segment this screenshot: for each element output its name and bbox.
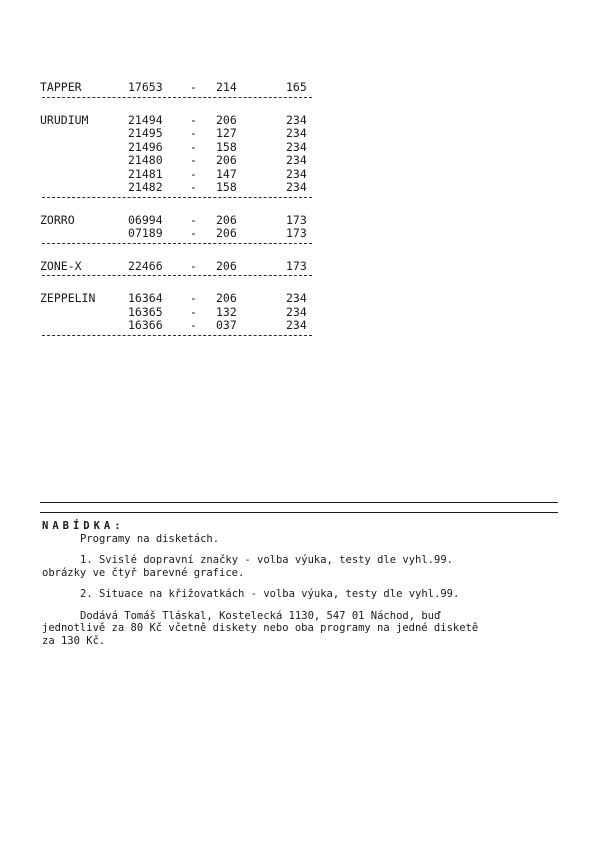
program-number: 21496 [128, 139, 163, 154]
program-number: 21481 [128, 166, 163, 181]
program-number: 07189 [128, 226, 163, 240]
separator-rule-bottom [40, 512, 558, 513]
separator-dash: - [190, 212, 197, 227]
program-length: 234 [286, 166, 307, 181]
offer-contact: Dodává Tomáš Tláskal, Kostelecká 1130, 547 01 Náchod, buď [80, 609, 441, 622]
offer-item-1-continued: obrázky ve čtyř barevné grafice. [42, 566, 245, 579]
offer-item-2: 2. Situace na křižovatkách - volba výuka, testy dle vyhl.99. [80, 588, 460, 600]
program-number: 21480 [128, 153, 163, 167]
program-number: 21495 [128, 126, 163, 140]
offer-contact-continued: jednotlivě za 80 Kč včetně diskety nebo oba programy na jedné disketě [42, 622, 479, 634]
listing-row [40, 226, 340, 240]
group-gap [40, 249, 340, 259]
program-name: ZONE-X [40, 258, 82, 273]
separator-dash: - [190, 226, 197, 240]
dashed-separator [40, 194, 340, 203]
program-address: 037 [216, 318, 237, 332]
program-address: 214 [216, 80, 237, 94]
program-name: ZORRO [40, 212, 75, 227]
program-length: 234 [286, 126, 307, 140]
listing-row [40, 153, 340, 167]
separator-dash: - [190, 291, 197, 305]
separator-dash: - [190, 126, 197, 140]
program-address: 206 [216, 291, 237, 305]
program-address: 147 [216, 166, 237, 181]
listing-row [40, 305, 340, 319]
program-name: TAPPER [40, 80, 82, 94]
program-listing [40, 80, 340, 341]
program-number: 21494 [128, 112, 163, 127]
separator-rule-top [40, 502, 558, 503]
program-number: 21482 [128, 180, 163, 194]
separator-dash: - [190, 112, 197, 127]
offer-item-1: 1. Svislé dopravní značky - volba výuka, testy dle vyhl.99. [80, 554, 453, 566]
dashed-separator [40, 272, 340, 281]
program-address: 206 [216, 153, 237, 167]
group-gap [40, 203, 340, 213]
program-address: 206 [216, 226, 237, 240]
separator-dash: - [190, 139, 197, 154]
listing-row [40, 140, 340, 154]
program-length: 234 [286, 318, 307, 332]
program-number: 17653 [128, 80, 163, 94]
program-number: 16364 [128, 291, 163, 305]
program-length: 234 [286, 139, 307, 154]
program-address: 132 [216, 304, 237, 319]
group-gap [40, 103, 340, 113]
program-number: 22466 [128, 258, 163, 273]
dashed-separator [40, 240, 340, 249]
separator-dash: - [190, 153, 197, 167]
listing-row [40, 213, 340, 227]
program-address: 206 [216, 258, 237, 273]
program-length: 234 [286, 153, 307, 167]
program-address: 127 [216, 126, 237, 140]
program-length: 234 [286, 304, 307, 319]
program-address: 158 [216, 139, 237, 154]
program-name: ZEPPELIN [40, 291, 96, 305]
separator-dash: - [190, 258, 197, 273]
program-length: 173 [286, 258, 307, 273]
listing-row [40, 180, 340, 194]
program-number: 16366 [128, 318, 163, 332]
dashed-separator [40, 332, 340, 341]
listing-row [40, 291, 340, 305]
listing-row [40, 113, 340, 127]
offer-section [42, 520, 562, 647]
program-length: 234 [286, 180, 307, 194]
listing-row [40, 80, 340, 94]
listing-row [40, 318, 340, 332]
separator-dash: - [190, 180, 197, 194]
dashed-separator [40, 94, 340, 103]
separator-dash: - [190, 166, 197, 181]
offer-title: NABÍDKA: [42, 520, 125, 532]
program-name: URUDIUM [40, 112, 89, 127]
program-length: 234 [286, 112, 307, 127]
listing-row [40, 259, 340, 273]
offer-price: za 130 Kč. [42, 634, 106, 647]
program-address: 206 [216, 112, 237, 127]
listing-row [40, 126, 340, 140]
program-address: 158 [216, 180, 237, 194]
program-length: 173 [286, 212, 307, 227]
program-length: 165 [286, 80, 307, 94]
separator-dash: - [190, 304, 197, 319]
program-number: 16365 [128, 304, 163, 319]
program-length: 234 [286, 291, 307, 305]
offer-subtitle: Programy na disketách. [80, 532, 220, 545]
group-gap [40, 281, 340, 291]
separator-dash: - [190, 80, 197, 94]
program-number: 06994 [128, 212, 163, 227]
program-length: 173 [286, 226, 307, 240]
separator-dash: - [190, 318, 197, 332]
listing-row [40, 167, 340, 181]
program-address: 206 [216, 212, 237, 227]
